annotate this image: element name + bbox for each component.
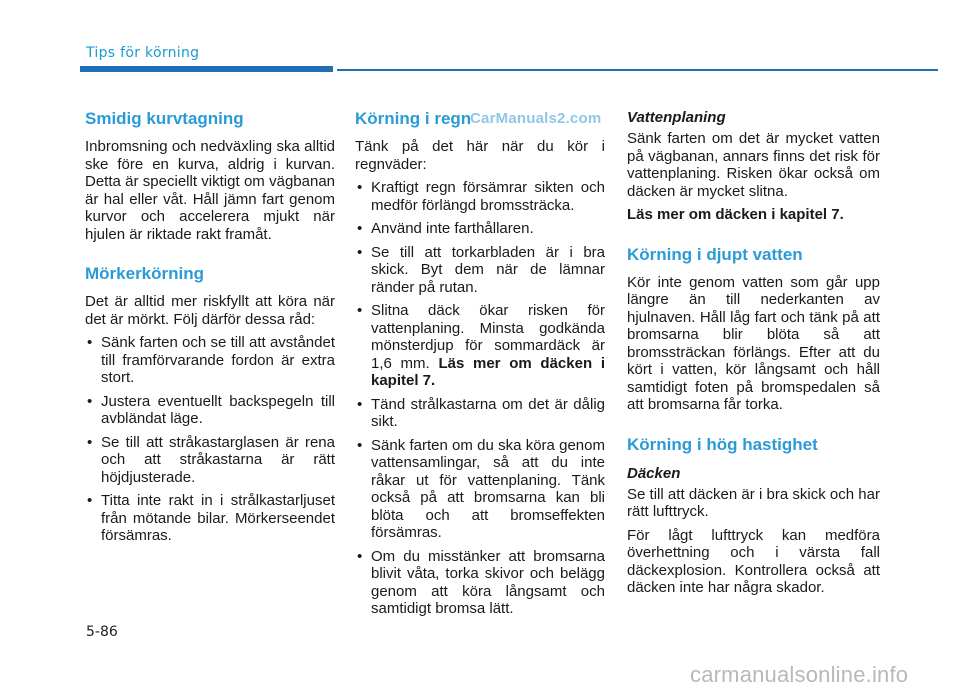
paragraph-regn-intro: Tänk på det här när du kör i regnväder:: [355, 138, 605, 173]
chapter-reference-text: Läs mer om däcken i kapitel 7.: [627, 206, 844, 223]
chapter-reference-text: Läs mer om däcken i kapitel 7.: [371, 354, 605, 389]
footer-watermark: carmanualsonline.info: [690, 662, 909, 687]
header-rule-dark: [80, 66, 333, 72]
list-item: • Sänk farten om du ska köra genom vattensamlingar, så att du inte råkar ut för vattenplaning. Tänk också på att bromsarna kan bli blöta och att bromseffekten försämras.: [355, 437, 605, 542]
column-middle: [355, 108, 605, 624]
subheading-vattenplaning: Vattenplaning: [627, 109, 726, 126]
header-rule-light: [337, 69, 938, 71]
heading-djupt-vatten: Körning i djupt vatten: [627, 244, 803, 264]
list-item: • Använd inte farthållaren.: [355, 220, 605, 238]
paragraph-dacken-2: För lågt lufttryck kan medföra överhettning och i värsta fall däckexplosion. Kontrollera också att däcken inte har några skador.: [627, 526, 880, 596]
list-item: • Se till att stråkastarglasen är rena och att stråkastarna är rätt höjdjusterade.: [85, 434, 335, 487]
list-item: • Justera eventuellt backspegeln till avbländat läge.: [85, 393, 335, 428]
heading-smidig-kurvtagning: Smidig kurvtagning: [85, 109, 244, 128]
heading-korning-i-regn: Körning i regn: [355, 109, 472, 128]
page-number: 5-86: [86, 624, 118, 640]
subheading-dacken: Däcken: [627, 464, 681, 482]
heading-hog-hastighet: Körning i hög hastighet: [627, 434, 818, 454]
list-regn: [355, 179, 605, 618]
paragraph-vattenplaning: Sänk farten om det är mycket vatten på vägbanan, annars finns det risk för vattenplaning. Risken ökar också om däcken är mycket slitna.: [627, 130, 880, 200]
paragraph-dacken-1: Se till att däcken är i bra skick och har rätt lufttryck.: [627, 485, 880, 520]
watermark-logo: CarManuals2.com: [470, 110, 602, 127]
paragraph-morkerkorning-intro: Det är alltid mer riskfyllt att köra när det är mörkt. Följ därför dessa råd:: [85, 293, 335, 328]
list-item: • Sänk farten och se till att avståndet till framförvarande fordon är extra stort.: [85, 334, 335, 387]
section-header-title: Tips för körning: [86, 45, 200, 61]
paragraph-kurvtagning: Inbromsning och nedväxling ska alltid ske före en kurva, aldrig i kurvan. Detta är speciellt viktigt om vägbanan är hal eller våt. Håll jämn fart genom kurvor och accelerera mjukt när hjulen är riktade rakt framåt.: [85, 138, 335, 243]
column-left: [85, 108, 335, 551]
heading-morkerkorning: Mörkerkörning: [85, 264, 205, 283]
column-right: [627, 108, 880, 603]
paragraph-djupt-vatten: Kör inte genom vatten som går upp längre än till nederkanten av hjulnaven. Håll låg fart och tänk på att bromsarna blir blöta så att bromssträckan förlängs. Efter att du kört i vatten, kör långsamt och håll samtidigt foten på bromspedalen så att bromsarna får torka.: [627, 273, 880, 413]
list-item: • Kraftigt regn försämrar sikten och medför förlängd bromssträcka.: [355, 179, 605, 214]
list-item: • Titta inte rakt in i strålkastarljuset från mötande bilar. Mörkerseendet försämras.: [85, 492, 335, 545]
list-item: [355, 302, 605, 390]
list-morkerkorning: [85, 334, 335, 545]
list-item: • Tänd strålkastarna om det är dålig sikt.: [355, 396, 605, 431]
list-item: • Se till att torkarbladen är i bra skick. Byt dem när de lämnar ränder på rutan.: [355, 244, 605, 297]
list-item: • Om du misstänker att bromsarna blivit våta, torka skivor och belägg genom att köra långsamt och samtidigt bromsa lätt.: [355, 548, 605, 618]
list-item-text: Slitna däck ökar risken för vattenplaning. Minsta godkända mönsterdjup för sommardäck är 1,6 mm.: [371, 302, 605, 372]
